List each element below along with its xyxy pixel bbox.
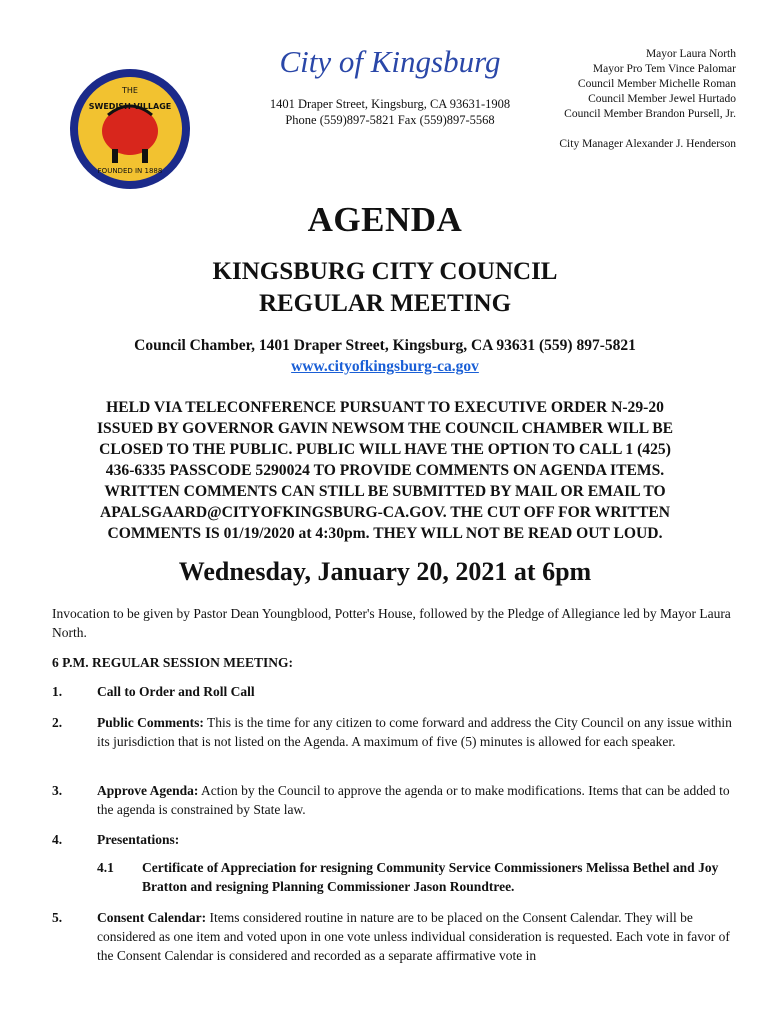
agenda-item <box>52 781 742 819</box>
agenda-item-number: 4. <box>52 832 63 847</box>
agenda-subitem-text: Certificate of Appreciation for resigning Community Service Commissioners Melissa Bethel and Joy Bratton and resigning Planning Commissioner Jason Roundtree. <box>142 860 719 894</box>
council-member: Council Member Brandon Pursell, Jr. <box>564 108 736 120</box>
agenda-item-number: 2. <box>52 715 63 730</box>
council-title <box>0 256 770 320</box>
agenda-item-text: This is the time for any citizen to come forward and address the City Council on any issue within its jurisdiction that is not listed on the Agenda. A maximum of five (5) minutes is allowed for each speaker. <box>97 715 732 749</box>
agenda-item <box>52 682 742 701</box>
council-member: Council Member Jewel Hurtado <box>588 93 736 105</box>
agenda-item-number: 1. <box>52 684 63 699</box>
phone-fax-line: Phone (559)897-5821 Fax (559)897-5568 <box>285 113 495 127</box>
agenda-item-text: Action by the Council to approve the agenda or to make modifications. Items that can be added to the agenda is constrained by State law. <box>97 783 730 817</box>
chamber-address: Council Chamber, 1401 Draper Street, Kingsburg, CA 93631 (559) 897-5821 <box>134 337 636 354</box>
address-block <box>240 96 540 128</box>
council-member: Mayor Pro Tem Vince Palomar <box>592 63 736 75</box>
seal-text-bottom: FOUNDED IN 1888 <box>97 167 163 175</box>
agenda-subitem <box>97 858 742 896</box>
notice-line: WRITTEN COMMENTS CAN STILL BE SUBMITTED BY MAIL OR EMAIL TO <box>104 483 666 500</box>
notice-line: ISSUED BY GOVERNOR GAVIN NEWSOM THE COUNCIL CHAMBER WILL BE <box>96 420 674 437</box>
seal-text-mid: SWEDISH VILLAGE <box>88 102 172 111</box>
notice-line: CLOSED TO THE PUBLIC. PUBLIC WILL HAVE THE OPTION TO CALL 1 (425) <box>99 441 671 458</box>
website-link[interactable]: www.cityofkingsburg-ca.gov <box>291 358 479 375</box>
invocation-text: Invocation to be given by Pastor Dean Youngblood, Potter's House, followed by the Pledge of Allegiance led by Mayor Laura North. <box>52 606 731 640</box>
agenda-title: AGENDA <box>307 200 463 239</box>
agenda-item-label: Public Comments: <box>97 715 204 730</box>
notice-line: APALSGAARD@CITYOFKINGSBURG-CA.GOV. THE CUT OFF FOR WRITTEN <box>99 504 671 521</box>
council-title-line: KINGSBURG CITY COUNCIL <box>212 258 558 285</box>
notice-line: 436-6335 PASSCODE 5290024 TO PROVIDE COMMENTS ON AGENDA ITEMS. <box>105 462 665 479</box>
agenda-item-label: Call to Order and Roll Call <box>97 684 255 699</box>
agenda-item-number: 3. <box>52 783 63 798</box>
agenda-item-text: Items considered routine in nature are to be placed on the Consent Calendar. They will be considered as one item and voted upon in one vote unless individual consideration is requested. Each vote in favor of the Consent Calendar is considered and recorded as a separate affirmative vote in <box>97 910 730 963</box>
city-name: City of Kingsburg <box>279 44 501 79</box>
notice-line: HELD VIA TELECONFERENCE PURSUANT TO EXECUTIVE ORDER N-29-20 <box>106 399 664 416</box>
agenda-item <box>52 830 742 849</box>
agenda-item-label: Presentations: <box>97 832 180 847</box>
agenda-item-label: Approve Agenda: <box>97 783 199 798</box>
council-member: Council Member Michelle Roman <box>577 78 736 90</box>
city-seal-logo <box>68 67 192 191</box>
notice-line: COMMENTS IS 01/19/2020 at 4:30pm. THEY WILL NOT BE READ OUT LOUD. <box>107 525 663 542</box>
agenda-item-label: Consent Calendar: <box>97 910 207 925</box>
teleconference-notice <box>30 397 740 544</box>
agenda-item <box>52 713 742 751</box>
session-heading: 6 P.M. REGULAR SESSION MEETING: <box>52 655 294 670</box>
city-manager: City Manager Alexander J. Henderson <box>559 138 736 150</box>
council-member: Mayor Laura North <box>645 48 736 60</box>
council-title-line: REGULAR MEETING <box>258 290 512 317</box>
agenda-item-number: 5. <box>52 910 63 925</box>
address-line: 1401 Draper Street, Kingsburg, CA 93631-1908 <box>269 97 511 111</box>
agenda-subitem-number: 4.1 <box>97 860 114 875</box>
seal-text-top: THE <box>122 86 138 95</box>
council-list <box>564 47 736 122</box>
agenda-item <box>52 908 742 965</box>
meeting-date: Wednesday, January 20, 2021 at 6pm <box>178 557 592 586</box>
